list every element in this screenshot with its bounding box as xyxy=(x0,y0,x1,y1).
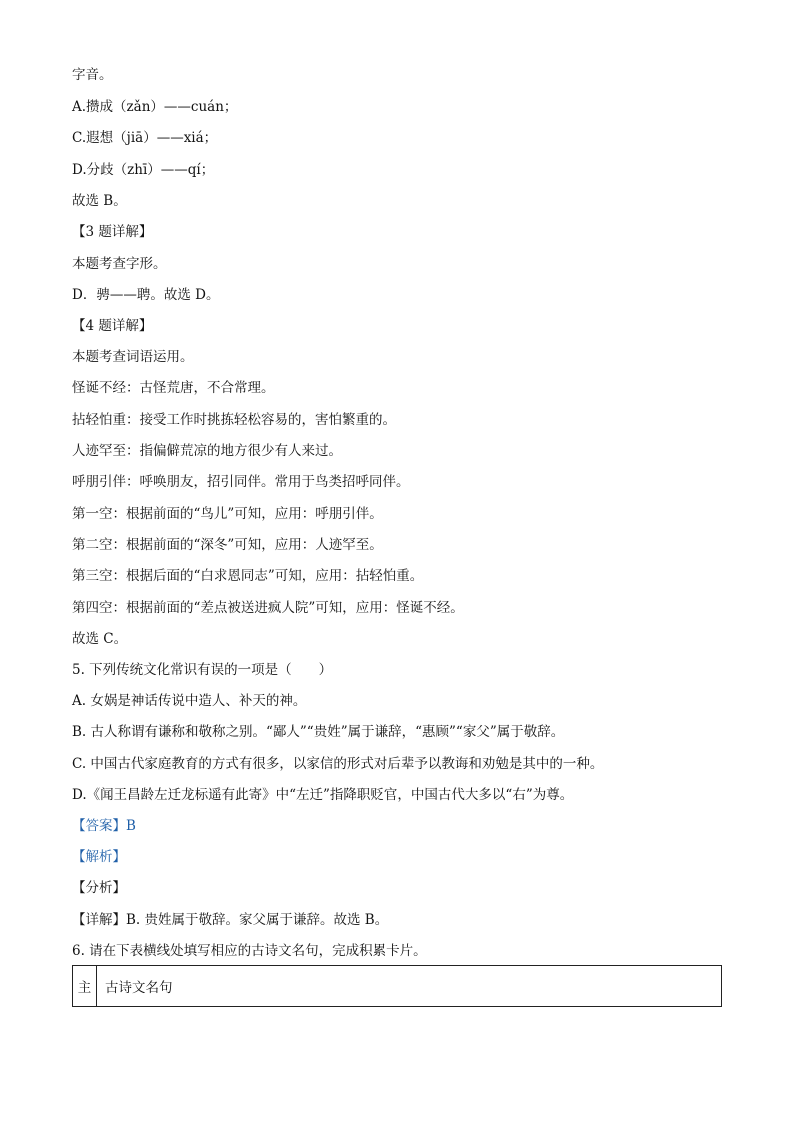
section-heading: 【3 题详解】 xyxy=(72,224,153,240)
text-line: 第三空：根据后面的“白求恩同志”可知，应用：拈轻怕重。 xyxy=(72,568,424,584)
text-line: 拈轻怕重：接受工作时挑拣轻松容易的，害怕繁重的。 xyxy=(72,412,396,428)
section-heading: 【4 题详解】 xyxy=(72,318,153,334)
text-line: D．骋——聘。故选 D。 xyxy=(72,287,220,303)
card-table xyxy=(72,965,722,1007)
option-b: B. 古人称谓有谦称和敬称之别。“鄙人”“贵姓”属于谦辞，“惠顾”“家父”属于敬辞。 xyxy=(72,724,565,740)
analysis-label: 【解析】 xyxy=(72,849,126,865)
text-line: 本题考查词语运用。 xyxy=(72,349,194,365)
text-line: 怪诞不经：古怪荒唐，不合常理。 xyxy=(72,380,275,396)
text-line: 第一空：根据前面的“鸟儿”可知，应用：呼朋引伴。 xyxy=(72,506,383,522)
text-line: 故选 B。 xyxy=(72,193,127,209)
text-line: 呼朋引伴：呼唤朋友，招引同伴。常用于鸟类招呼同伴。 xyxy=(72,474,410,490)
option-c: C. 中国古代家庭教育的方式有很多，以家信的形式对后辈予以教诲和劝勉是其中的一种。 xyxy=(72,756,604,772)
question-stem: 6. 请在下表横线处填写相应的古诗文名句，完成积累卡片。 xyxy=(72,943,427,959)
text-line: 第二空：根据前面的“深冬”可知，应用：人迹罕至。 xyxy=(72,537,383,553)
question-stem: 5. 下列传统文化常识有误的一项是（ ） xyxy=(72,662,333,678)
text-line: 第四空：根据前面的“差点被送进疯人院”可知，应用：怪诞不经。 xyxy=(72,600,464,616)
option-a: A. 女娲是神话传说中造人、补天的神。 xyxy=(72,693,307,709)
detail-explanation: 【详解】B. 贵姓属于敬辞。家父属于谦辞。故选 B。 xyxy=(72,912,389,928)
answer-label: 【答案】B xyxy=(72,818,136,834)
text-line: 字音。 xyxy=(72,67,113,83)
option-d: D.《闻王昌龄左迁龙标遥有此寄》中“左迁”指降职贬官，中国古代大多以“右”为尊。 xyxy=(72,787,574,803)
analysis-sub-label: 【分析】 xyxy=(72,880,126,896)
text-line: 本题考查字形。 xyxy=(72,256,167,272)
text-line: A.攒成（zǎn）——cuán； xyxy=(72,99,238,115)
table-header-cell-quotes: 古诗文名句 xyxy=(105,980,173,996)
text-line: D.分歧（zhī）——qí； xyxy=(72,162,215,178)
text-line: C.遐想（jiā）——xiá； xyxy=(72,130,218,146)
text-line: 人迹罕至：指偏僻荒凉的地方很少有人来过。 xyxy=(72,443,342,459)
text-line: 故选 C。 xyxy=(72,631,128,647)
table-header-cell-topic: 主 xyxy=(73,966,97,1006)
